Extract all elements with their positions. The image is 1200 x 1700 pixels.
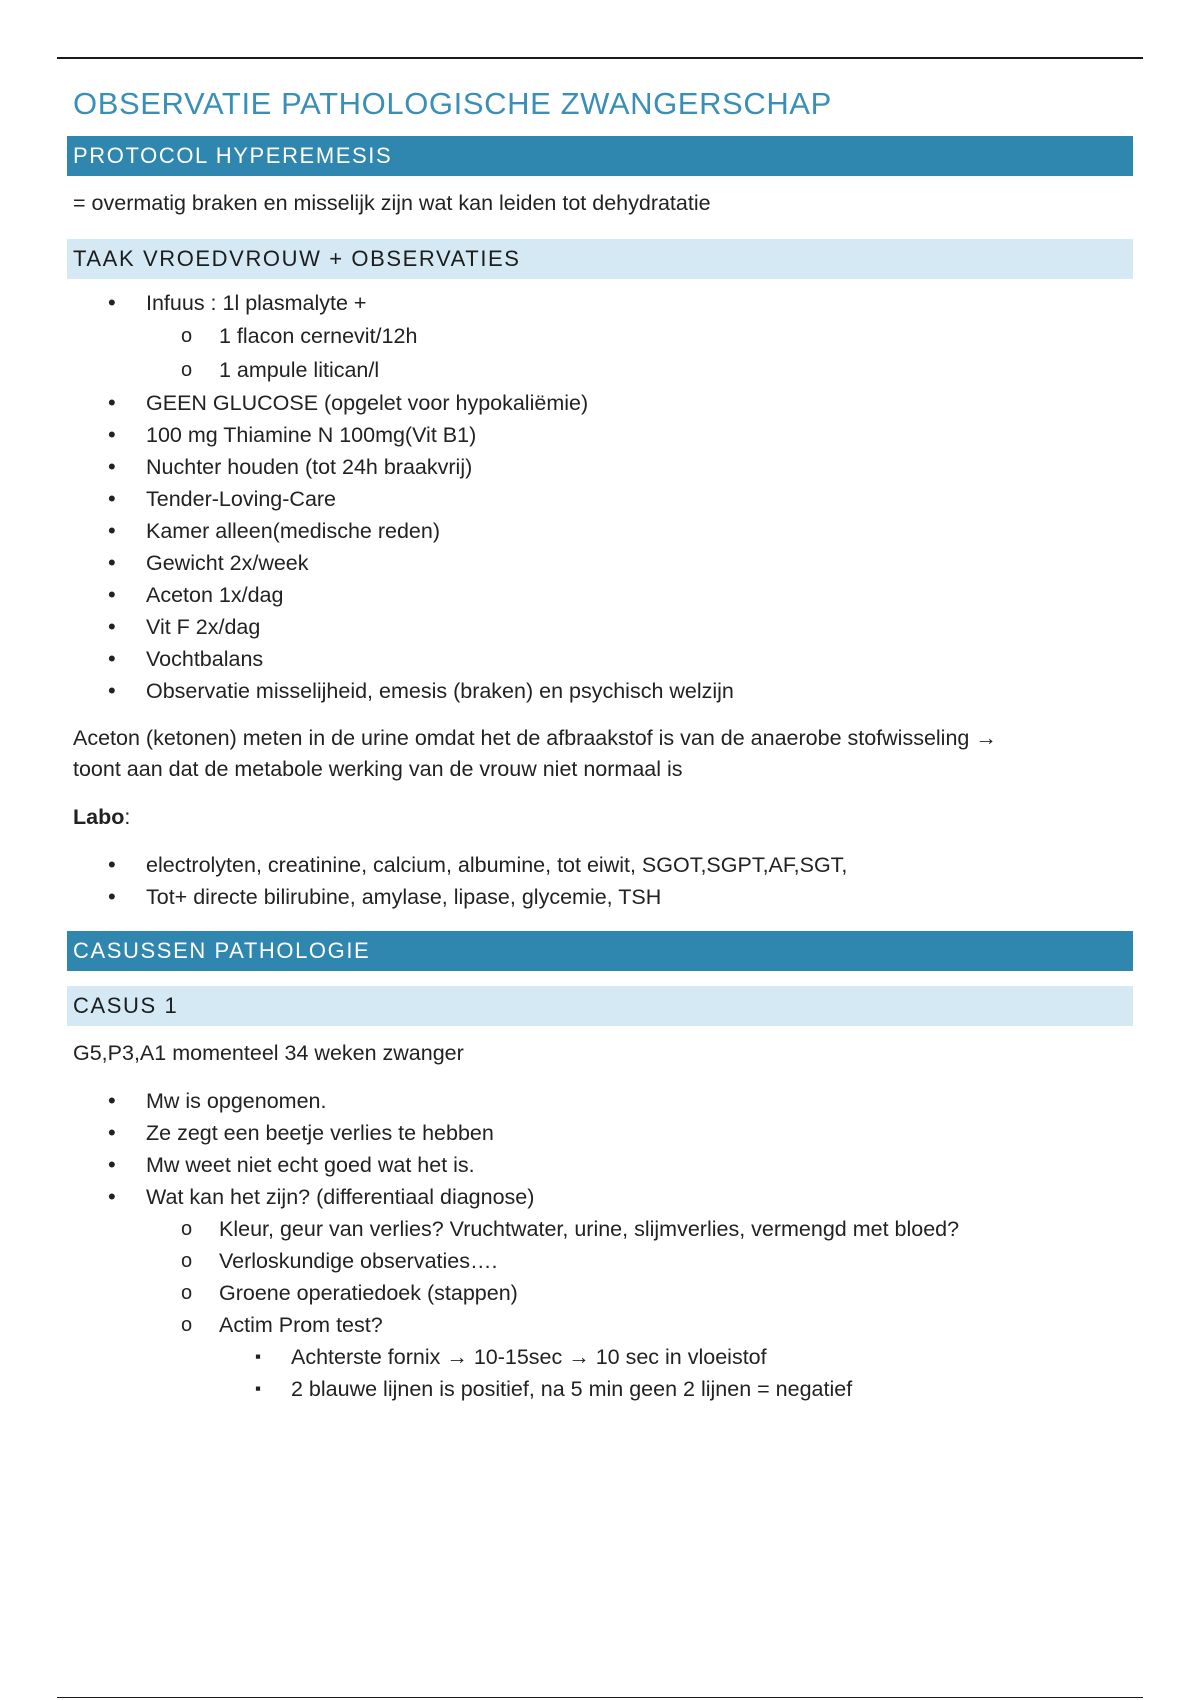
- infuus-sublist: [67, 319, 1133, 387]
- list-item: • Tender-Loving-Care: [67, 483, 1133, 515]
- labo-label-text: Labo: [73, 805, 125, 829]
- bottom-rule: [57, 1697, 1143, 1698]
- top-rule: [57, 57, 1143, 59]
- list-item: • Mw is opgenomen.: [67, 1085, 1133, 1117]
- list-item: o 1 ampule litican/l: [140, 353, 1133, 387]
- infuus-text: Infuus : 1l plasmalyte +: [146, 291, 367, 315]
- labo-list: [67, 849, 1133, 913]
- document-title: OBSERVATIE PATHOLOGISCHE ZWANGERSCHAP: [73, 86, 832, 121]
- taak-list: [67, 287, 1133, 707]
- question-text: Wat kan het zijn? (differentiaal diagnose): [146, 1185, 535, 1209]
- casus-intro: G5,P3,A1 momenteel 34 weken zwanger: [73, 1041, 464, 1065]
- labo-label: [67, 802, 1133, 833]
- list-item: [67, 1181, 1133, 1405]
- definition-text: = overmatig braken en misselijk zijn wat kan leiden tot dehydratatie: [73, 191, 711, 215]
- list-item: ▪ 2 blauwe lijnen is positief, na 5 min geen 2 lijnen = negatief: [213, 1373, 1133, 1405]
- list-item: • Tot+ directe bilirubine, amylase, lipase, glycemie, TSH: [67, 881, 1133, 913]
- list-item: ▪ Achterste fornix → 10-15sec → 10 sec in vloeistof: [213, 1341, 1133, 1373]
- list-item: • Kamer alleen(medische reden): [67, 515, 1133, 547]
- list-item: • electrolyten, creatinine, calcium, albumine, tot eiwit, SGOT,SGPT,AF,SGT,: [67, 849, 1133, 881]
- actim-sublist: [140, 1341, 1133, 1405]
- section-heading-taak: TAAK VROEDVROUW + OBSERVATIES: [67, 239, 1133, 279]
- list-item: • Nuchter houden (tot 24h braakvrij): [67, 451, 1133, 483]
- aceton-line-2: toont aan dat de metabole werking van de vrouw niet normaal is: [73, 757, 683, 781]
- section-heading-casussen: CASUSSEN PATHOLOGIE: [67, 931, 1133, 971]
- list-item: • Mw weet niet echt goed wat het is.: [67, 1149, 1133, 1181]
- list-item: [140, 1309, 1133, 1405]
- aceton-line-1: Aceton (ketonen) meten in de urine omdat het de afbraakstof is van de anaerobe stofwisseling →: [73, 726, 997, 750]
- list-item: • Vochtbalans: [67, 643, 1133, 675]
- casus-heading: CASUS 1: [67, 986, 1133, 1026]
- section-heading-protocol: PROTOCOL HYPEREMESIS: [67, 136, 1133, 176]
- list-item: • Vit F 2x/dag: [67, 611, 1133, 643]
- list-item: [67, 287, 1133, 387]
- labo-colon: :: [124, 805, 131, 829]
- document-page: [67, 78, 1133, 1405]
- list-item: o Verloskundige observaties….: [140, 1245, 1133, 1277]
- list-item: o Kleur, geur van verlies? Vruchtwater, urine, slijmverlies, vermengd met bloed?: [140, 1213, 1133, 1245]
- question-sublist: [67, 1213, 1133, 1405]
- list-item: • Ze zegt een beetje verlies te hebben: [67, 1117, 1133, 1149]
- list-item: o 1 flacon cernevit/12h: [140, 319, 1133, 353]
- list-item: • Gewicht 2x/week: [67, 547, 1133, 579]
- actim-text: Actim Prom test?: [219, 1313, 383, 1337]
- list-item: • Aceton 1x/dag: [67, 579, 1133, 611]
- list-item: o Groene operatiedoek (stappen): [140, 1277, 1133, 1309]
- casus-list: [67, 1085, 1133, 1405]
- list-item: • Observatie misselijheid, emesis (braken) en psychisch welzijn: [67, 675, 1133, 707]
- list-item: • 100 mg Thiamine N 100mg(Vit B1): [67, 419, 1133, 451]
- list-item: • GEEN GLUCOSE (opgelet voor hypokaliëmie): [67, 387, 1133, 419]
